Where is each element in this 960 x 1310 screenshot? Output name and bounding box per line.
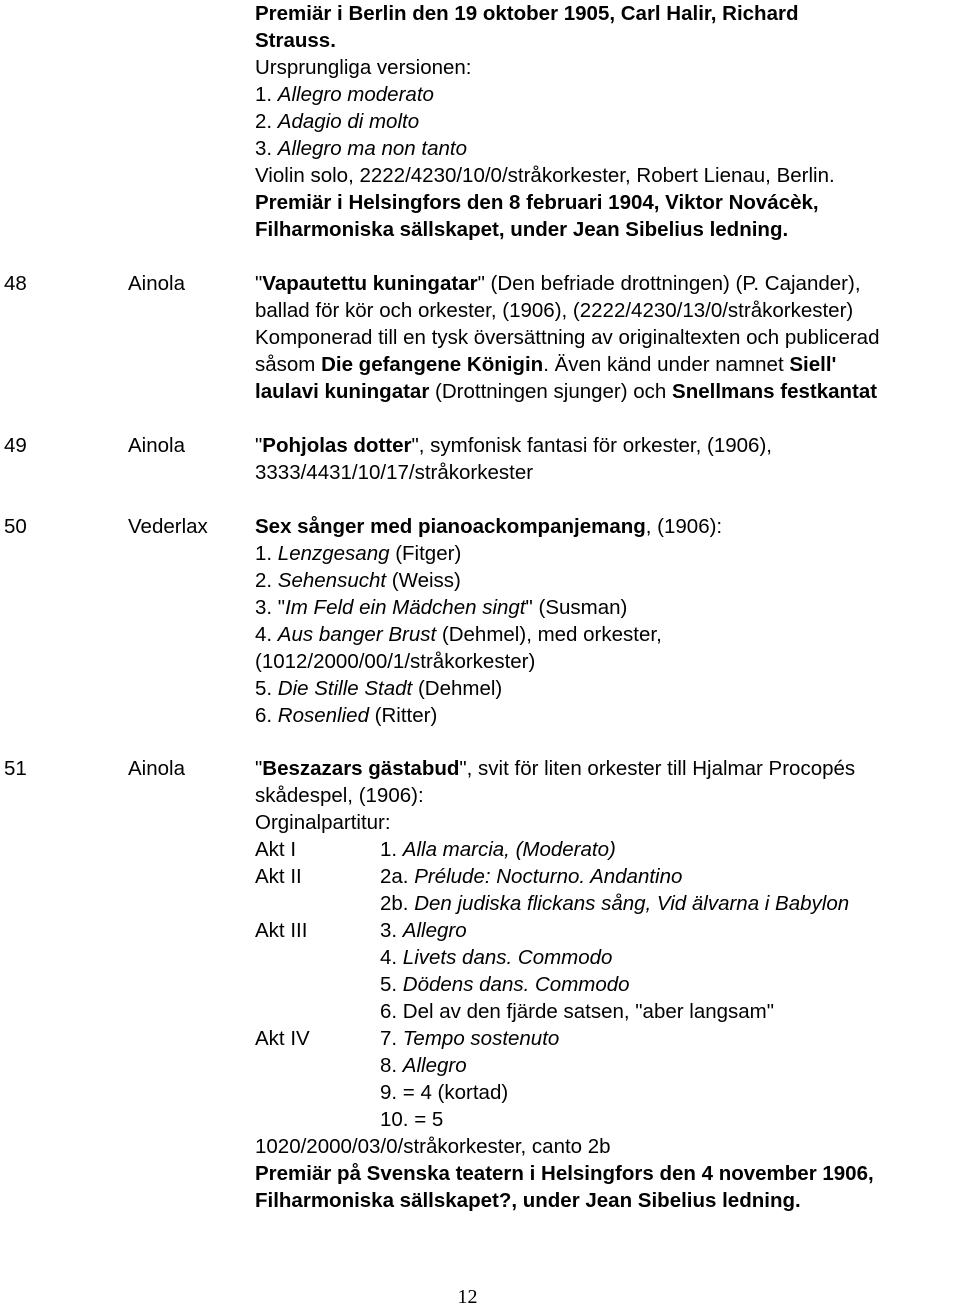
- entry-48-number: 48: [4, 272, 27, 295]
- song-6: 6. Rosenlied (Ritter): [255, 704, 438, 727]
- instrumentation-line: Violin solo, 2222/4230/10/0/stråkorkester, Robert Lienau, Berlin.: [255, 164, 835, 187]
- entry-48-place: Ainola: [128, 272, 185, 295]
- entry-51-place: Ainola: [128, 757, 185, 780]
- song-4: 4. Aus banger Brust (Dehmel), med orkester,: [255, 623, 662, 646]
- act-1-label: Akt I: [255, 838, 297, 861]
- entry-51-orchestration: 1020/2000/03/0/stråkorkester, canto 2b: [255, 1135, 611, 1158]
- entry-50-title-line: Sex sånger med pianoackompanjemang, (1906):: [255, 515, 723, 538]
- movement-2: 2. Adagio di molto: [255, 110, 420, 133]
- original-version-label: Ursprungliga versionen:: [255, 56, 472, 79]
- premiere-berlin-line-1: Premiär i Berlin den 19 oktober 1905, Carl Halir, Richard: [255, 2, 799, 25]
- entry-48-title-line: "Vapautettu kuningatar" (Den befriade drottningen) (P. Cajander),: [255, 272, 861, 295]
- entry-50-number: 50: [4, 515, 27, 538]
- entry-48-line-5: laulavi kuningatar (Drottningen sjunger) och Snellmans festkantat: [255, 380, 878, 403]
- suite-movement-10: 10. = 5: [380, 1108, 444, 1131]
- song-3: 3. "Im Feld ein Mädchen singt" (Susman): [255, 596, 628, 619]
- song-1: 1. Lenzgesang (Fitger): [255, 542, 462, 565]
- premiere-helsingfors-line-1: Premiär i Helsingfors den 8 februari 1904, Viktor Novácèk,: [255, 191, 819, 214]
- act-4-label: Akt IV: [255, 1027, 310, 1050]
- entry-51-line-2: skådespel, (1906):: [255, 784, 424, 807]
- premiere-berlin-line-2: Strauss.: [255, 29, 336, 52]
- suite-movement-9: 9. = 4 (kortad): [380, 1081, 509, 1104]
- suite-movement-4: 4. Livets dans. Commodo: [380, 946, 613, 969]
- suite-movement-3: 3. Allegro: [380, 919, 467, 942]
- entry-48-line-2: ballad för kör och orkester, (1906), (2222/4230/13/0/stråkorkester): [255, 299, 854, 322]
- entry-51-title-line: "Beszazars gästabud", svit för liten orkester till Hjalmar Procopés: [255, 757, 856, 780]
- song-2: 2. Sehensucht (Weiss): [255, 569, 461, 592]
- entry-51-number: 51: [4, 757, 27, 780]
- suite-movement-5: 5. Dödens dans. Commodo: [380, 973, 630, 996]
- entry-50-place: Vederlax: [128, 515, 208, 538]
- entry-48-line-4: såsom Die gefangene Königin. Även känd under namnet Siell': [255, 353, 837, 376]
- suite-movement-7: 7. Tempo sostenuto: [380, 1027, 560, 1050]
- suite-movement-1: 1. Alla marcia, (Moderato): [380, 838, 616, 861]
- movement-3: 3. Allegro ma non tanto: [255, 137, 467, 160]
- song-4-orchestration: (1012/2000/00/1/stråkorkester): [255, 650, 536, 673]
- entry-49-title-line: "Pohjolas dotter", symfonisk fantasi för orkester, (1906),: [255, 434, 772, 457]
- entry-49-number: 49: [4, 434, 27, 457]
- entry-49-line-2: 3333/4431/10/17/stråkorkester: [255, 461, 534, 484]
- suite-movement-6: 6. Del av den fjärde satsen, "aber langsam": [380, 1000, 775, 1023]
- entry-51-premiere-line-2: Filharmoniska sällskapet?, under Jean Sibelius ledning.: [255, 1189, 801, 1212]
- suite-movement-8: 8. Allegro: [380, 1054, 467, 1077]
- suite-movement-2a: 2a. Prélude: Nocturno. Andantino: [380, 865, 683, 888]
- song-5: 5. Die Stille Stadt (Dehmel): [255, 677, 503, 700]
- premiere-helsingfors-line-2: Filharmoniska sällskapet, under Jean Sibelius ledning.: [255, 218, 789, 241]
- entry-51-premiere-line-1: Premiär på Svenska teatern i Helsingfors den 4 november 1906,: [255, 1162, 874, 1185]
- entry-51-score-label: Orginalpartitur:: [255, 811, 391, 834]
- entry-49-place: Ainola: [128, 434, 185, 457]
- suite-movement-2b: 2b. Den judiska flickans sång, Vid älvarna i Babylon: [380, 892, 850, 915]
- page-number: 12: [457, 1286, 478, 1308]
- entry-48-line-3: Komponerad till en tysk översättning av originaltexten och publicerad: [255, 326, 880, 349]
- act-3-label: Akt III: [255, 919, 308, 942]
- movement-1: 1. Allegro moderato: [255, 83, 434, 106]
- act-2-label: Akt II: [255, 865, 302, 888]
